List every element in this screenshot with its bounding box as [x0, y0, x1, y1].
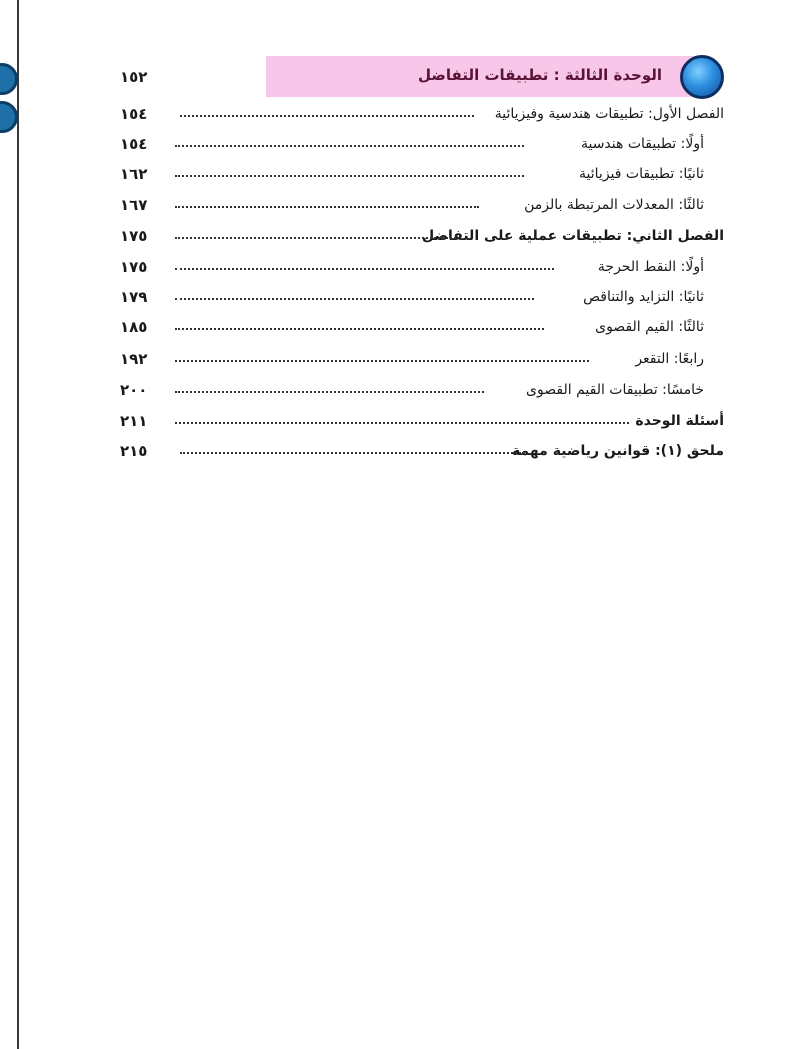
dot-leader — [175, 328, 544, 330]
toc-row[interactable] — [120, 225, 724, 249]
unit-title: الوحدة الثالثة : تطبيقات التفاضل — [418, 66, 662, 84]
toc-page-number: ٢٠٠ — [120, 381, 148, 399]
dot-leader — [175, 268, 554, 270]
toc-page-number: ١٧٥ — [120, 258, 148, 276]
toc-row[interactable] — [120, 348, 724, 372]
page-left-border — [17, 0, 19, 1049]
binder-tab-top — [0, 63, 18, 95]
toc-row[interactable] — [120, 194, 724, 218]
toc-entry-title: رابعًا: التقعر — [635, 351, 704, 367]
dot-leader — [175, 206, 479, 208]
toc-entry-title: أولًا: النقط الحرجة — [597, 259, 704, 275]
unit-page-row — [120, 66, 724, 90]
binder-tab-bottom — [0, 101, 18, 133]
toc-page-number: ١٧٥ — [120, 227, 148, 245]
dot-leader — [175, 175, 524, 177]
toc-row[interactable] — [120, 103, 724, 127]
dot-leader — [175, 360, 589, 362]
dot-leader — [180, 115, 474, 117]
toc-entry-title: أسئلة الوحدة — [635, 413, 724, 429]
toc-row[interactable] — [120, 133, 724, 157]
toc-row[interactable] — [120, 316, 724, 340]
toc-entry-title: ثالثًا: المعدلات المرتبطة بالزمن — [524, 197, 704, 213]
dot-leader — [175, 145, 524, 147]
toc-entry-title: الفصل الأول: تطبيقات هندسية وفيزيائية — [494, 106, 724, 122]
toc-page-number: ١٥٤ — [120, 105, 148, 123]
toc-page-number: ١٥٤ — [120, 135, 148, 153]
toc-row[interactable] — [120, 379, 724, 403]
toc-page-number: ٢١١ — [120, 412, 148, 430]
toc-page-number: ١٨٥ — [120, 318, 148, 336]
unit-page-number: ١٥٢ — [120, 68, 148, 86]
toc-row[interactable] — [120, 410, 724, 434]
toc-row[interactable] — [120, 256, 724, 280]
toc-entry-title: خامسًا: تطبيقات القيم القصوى — [526, 382, 704, 398]
dot-leader — [175, 391, 484, 393]
toc-page-number: ١٩٢ — [120, 350, 148, 368]
toc-entry-title: ثالثًا: القيم القصوى — [595, 319, 704, 335]
toc-row[interactable] — [120, 286, 724, 310]
toc-entry-title: أولًا: تطبيقات هندسية — [580, 136, 704, 152]
toc-entry-title: ملحق (١): قوانين رياضية مهمة — [512, 443, 724, 459]
dot-leader — [180, 452, 524, 454]
toc-entry-title: ثانيًا: تطبيقات فيزيائية — [579, 166, 704, 182]
dot-leader — [175, 237, 459, 239]
dot-leader — [175, 422, 629, 424]
toc-page-number: ١٧٩ — [120, 288, 148, 306]
toc-page-number: ٢١٥ — [120, 442, 148, 460]
toc-entry-title: ثانيًا: التزايد والتناقص — [583, 289, 704, 305]
dot-leader — [175, 298, 534, 300]
toc-page-number: ١٦٧ — [120, 196, 148, 214]
toc-page-number: ١٦٢ — [120, 165, 148, 183]
toc-entry-title: الفصل الثاني: تطبيقات عملية على التفاضل — [421, 228, 724, 244]
toc-row[interactable] — [120, 163, 724, 187]
toc-row[interactable] — [120, 440, 724, 464]
